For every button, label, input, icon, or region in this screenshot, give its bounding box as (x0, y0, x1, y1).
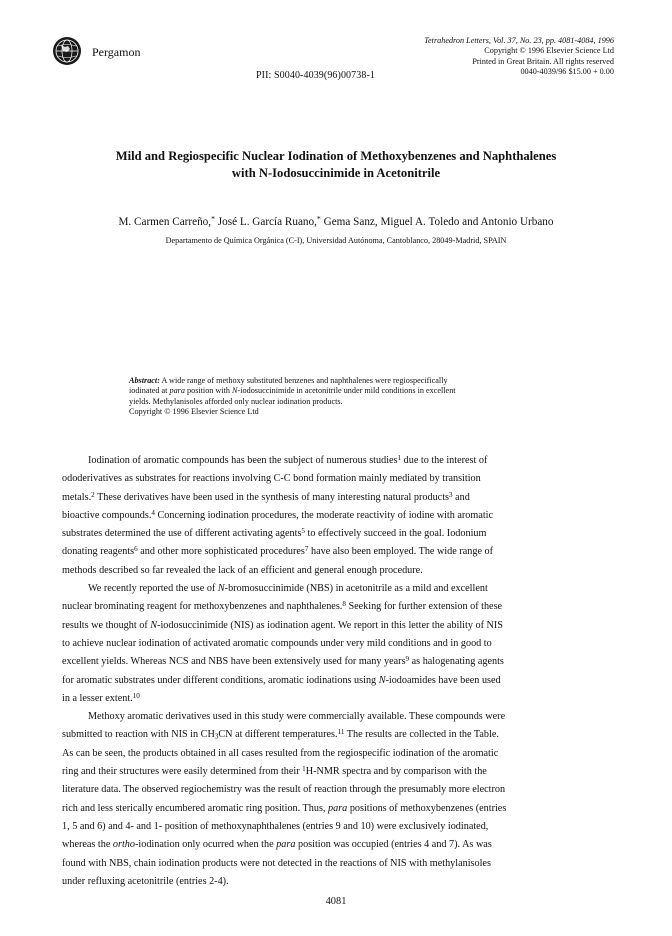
title-line: Mild and Regiospecific Nuclear Iodination of Methoxybenzenes and Naphthalenes (115, 149, 557, 163)
journal-citation: Tetrahedron Letters, Vol. 37, No. 23, pp. 4081-4084, 1996 (424, 36, 614, 45)
copyright-line: Copyright © 1996 Elsevier Science Ltd (484, 46, 614, 56)
body-line: for aromatic substrates under different conditions, aromatic iodinations using N-iodoamides have been used (62, 674, 501, 686)
body-line: As can be seen, the products obtained in all cases resulted from the regiospecific iodination of the aromatic (62, 747, 499, 759)
body-line: We recently reported the use of N-bromosuccinimide (NBS) in acetonitrile as a mild and excellent (88, 583, 488, 595)
pergamon-globe-logo-icon (52, 36, 82, 66)
body-line: rich and less sterically encumbered aromatic ring position. Thus, para positions of methoxybenzenes (entries (62, 802, 507, 814)
body-line: ring and their structures were easily determined from their $^1$H-NMR spectra and by comparison with the (62, 764, 487, 778)
pii-identifier: PII: S0040-4039(96)00738-1 (256, 70, 375, 81)
body-line: submitted to reaction with NIS in $CH_3CN$ at different temperatures.$^{11}$ The results are collected in the Table. (62, 728, 499, 741)
body-line: found with NBS, chain iodination products were not detected in the reactions of NIS with methylanisoles (62, 857, 491, 869)
abstract (129, 376, 547, 417)
article-title (60, 148, 612, 182)
body-line: in a lesser extent.$^{10}$ (62, 691, 140, 704)
body-line: Iodination of aromatic compounds has been the subject of numerous studies$^1$ due to the interest of (88, 453, 488, 466)
author-list: M. Carmen Carreño,* José L. García Ruano,* Gema Sanz, Miguel A. Toledo and Antonio Urbano (118, 214, 554, 228)
body-line: methods described so far revealed the lack of an efficient and general enough procedure. (62, 564, 423, 576)
body-line: bioactive compounds.$^4$ Concerning iodination procedures, the moderate reactivity of iodine with aromatic (62, 508, 494, 521)
title-line: with N-Iodosuccinimide in Acetonitrile (231, 166, 441, 180)
body-line: to achieve nuclear iodination of activated aromatic compounds under very mild conditions and in good to (62, 637, 492, 649)
body-paragraph (62, 452, 615, 580)
affiliation: Departamento de Química Orgánica (C-I), Universidad Autónoma, Cantoblanco, 28049-Madrid, SPAIN (165, 236, 507, 245)
body-line: excellent yields. Whereas NCS and NBS have been extensively used for many years$^9$ as halogenating agents (62, 655, 504, 668)
body-line: ododerivatives as substrates for reactions involving C-C bond formation mainly mediated by transition (62, 473, 481, 485)
body-line: results we thought of N-iodosuccinimide (NIS) as iodination agent. We report in this letter the ability of NIS (62, 619, 503, 631)
abstract-line: iodinated at para position with N-iodosuccinimide in acetonitrile under mild conditions in excellent (129, 386, 456, 396)
body-line: whereas the ortho-iodination only ocurred when the para position was occupied (entries 4 and 7). As was (62, 839, 492, 851)
printed-line: Printed in Great Britain. All rights reserved (472, 56, 614, 66)
body-line: substrates determined the use of different activating agents$^5$ to effectively succeed in the goal. Iodonium (62, 526, 487, 540)
body-line: 1, 5 and 6) and 4- and 1- position of methoxynaphthalenes (entries 9 and 10) were exclusively iodinated, (62, 820, 489, 832)
body-line: metals.$^2$ These derivatives have been used in the synthesis of many interesting natural products$^3$ and (62, 490, 470, 503)
abstract-line: Copyright © 1996 Elsevier Science Ltd (129, 406, 259, 416)
price-code: 0040-4039/96 $15.00 + 0.00 (520, 67, 614, 77)
abstract-line: yields. Methylanisoles afforded only nuclear iodination products. (129, 396, 343, 406)
abstract-label: Abstract: (129, 376, 160, 385)
body-line: nuclear brominating reagent for methoxybenzenes and naphthalenes.$^8$ Seeking for further extension of these (62, 600, 503, 613)
page-number: 4081 (325, 896, 347, 907)
abstract-line: Abstract: A wide range of methoxy substituted benzenes and naphthalenes were regiospecifically (129, 376, 448, 385)
body-line: donating reagents$^6$ and other more sophisticated procedures$^7$ have also been employed. The wide range of (62, 545, 494, 558)
journal-info (424, 36, 614, 78)
body-text (62, 452, 615, 891)
body-line: Methoxy aromatic derivatives used in this study were commercially available. These compounds were (88, 711, 506, 723)
body-paragraph (62, 708, 615, 891)
publisher-name: Pergamon (92, 45, 141, 59)
body-line: literature data. The observed regiochemistry was the result of reaction through the presumably more electron (62, 784, 506, 796)
body-line: under refluxing acetonitrile (entries 2-4). (62, 875, 229, 887)
body-paragraph (62, 580, 615, 708)
